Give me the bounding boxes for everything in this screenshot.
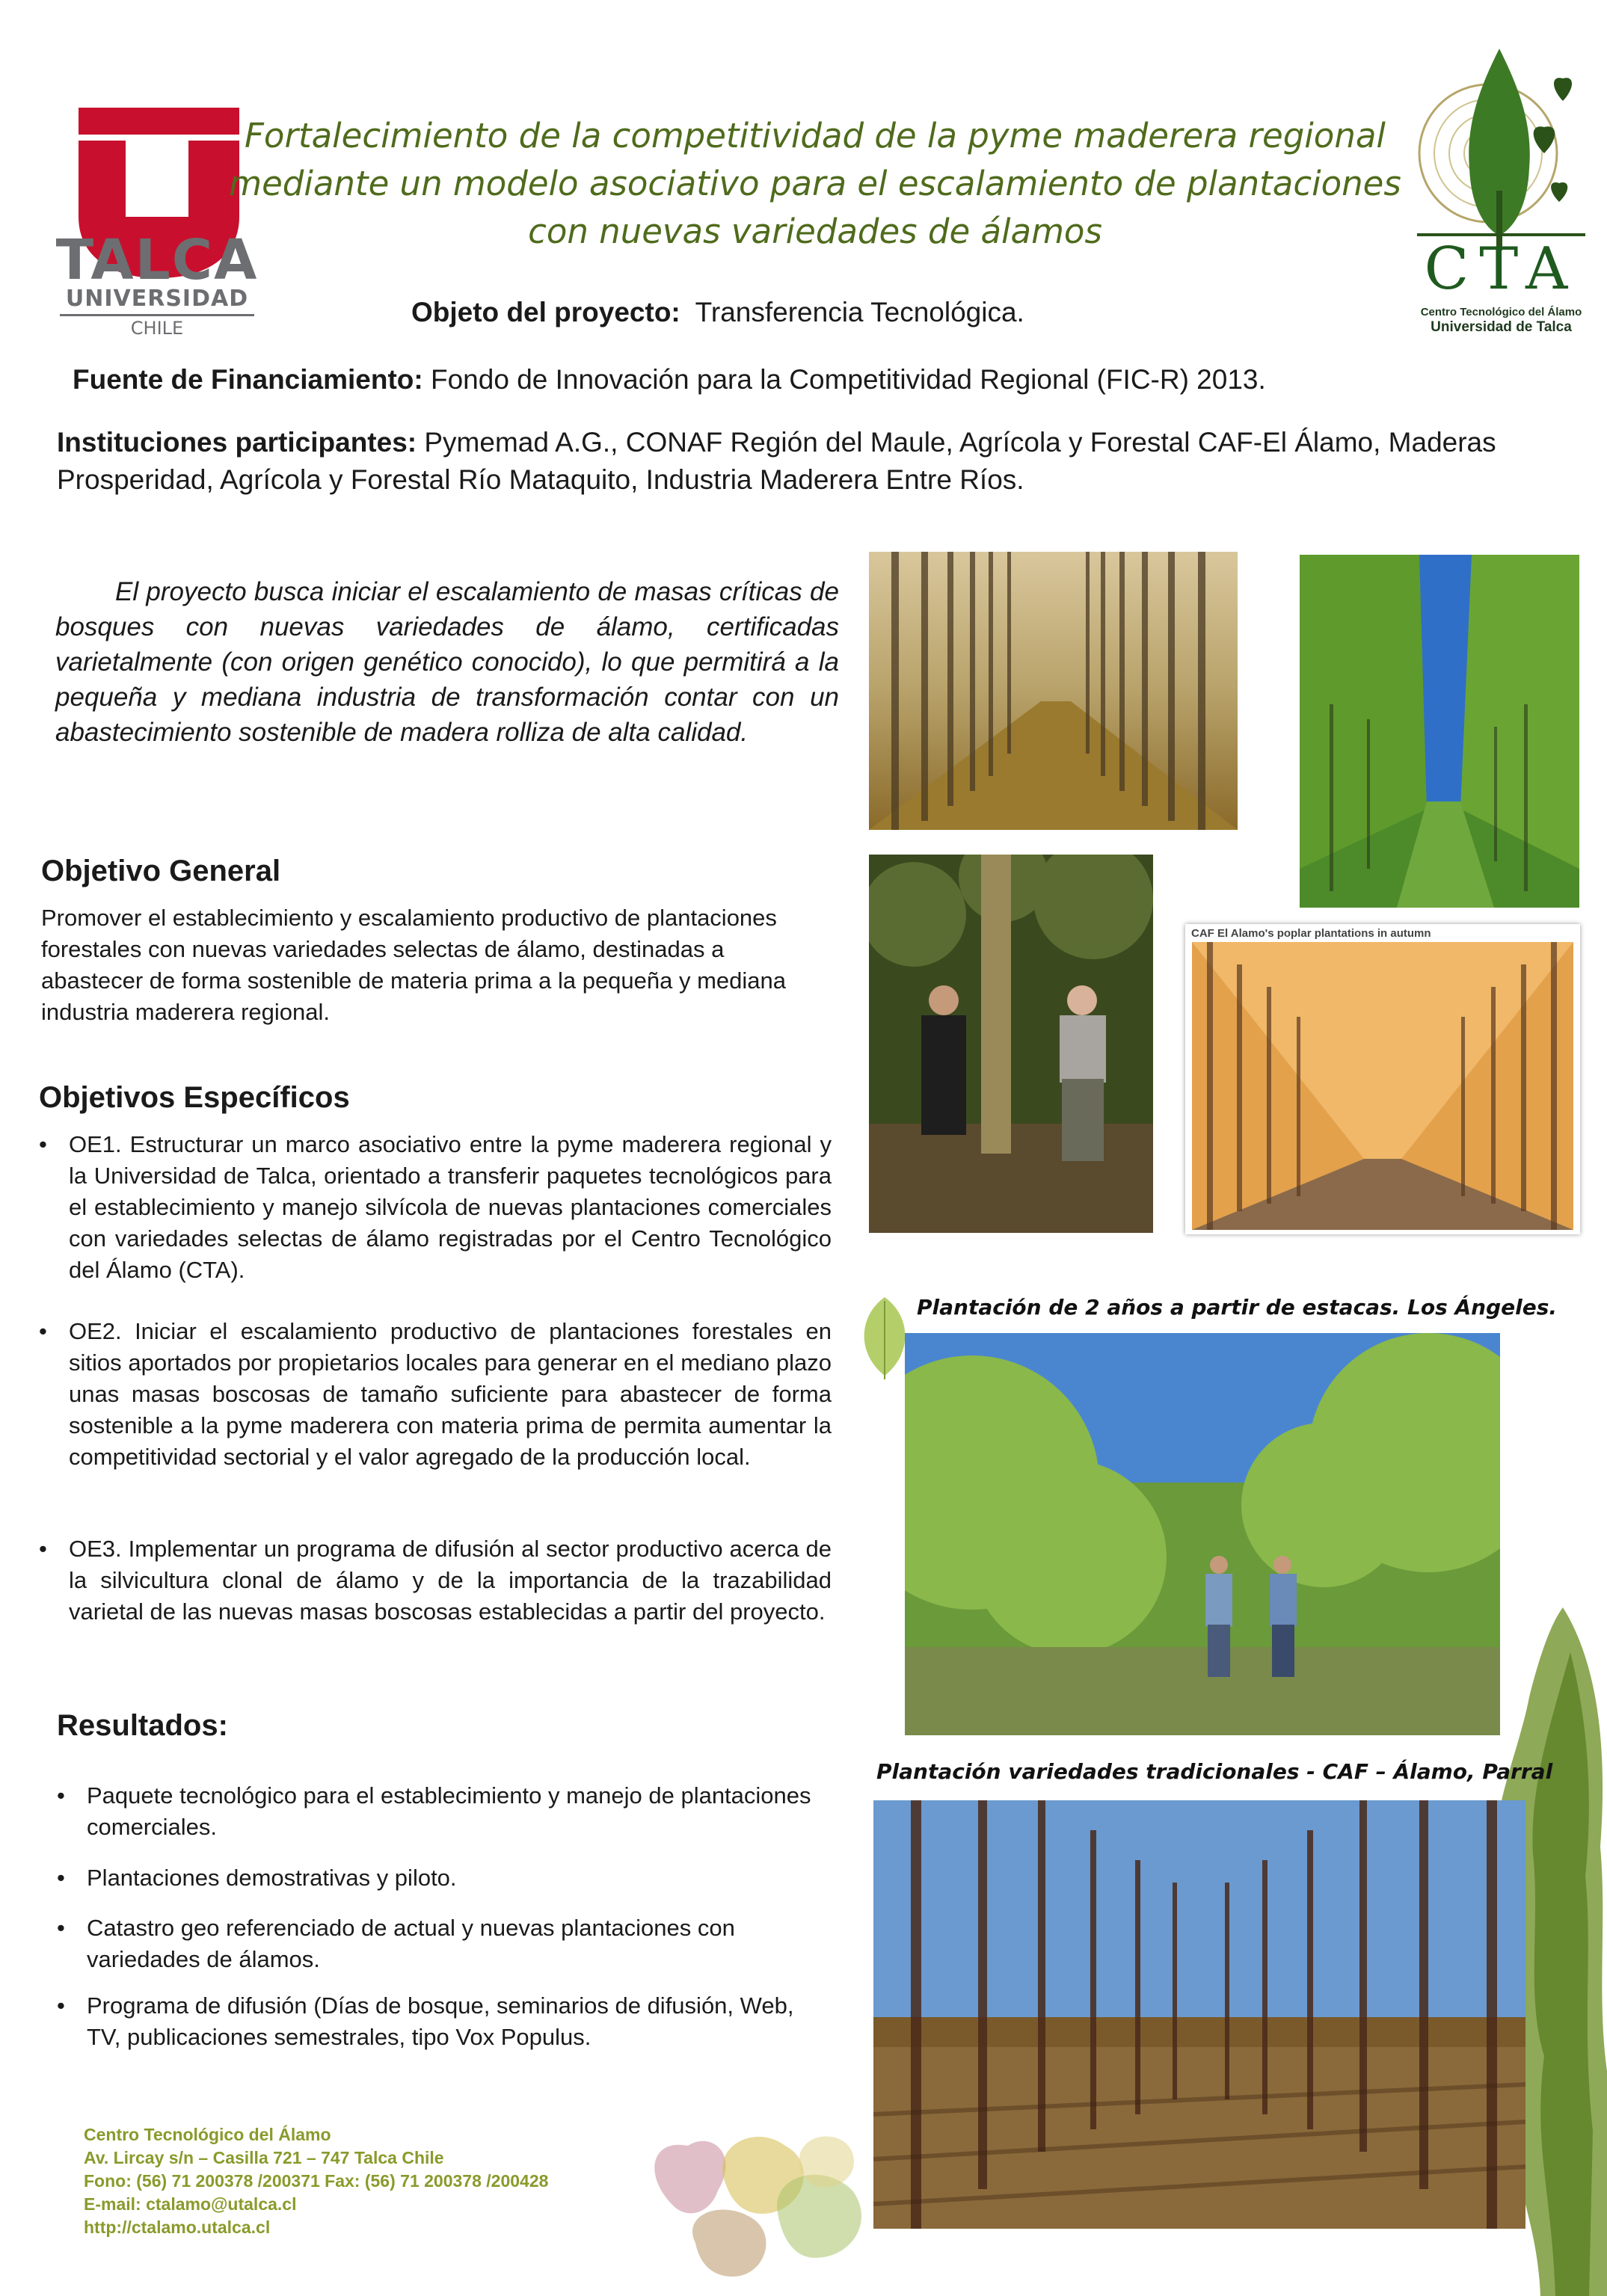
universidad-de-talca-logo [55, 105, 259, 344]
photo-poplar-plantation-green [1300, 555, 1579, 908]
photo-plantation-2-years [905, 1333, 1500, 1735]
cta-line1: Centro Tecnológico del Álamo [1420, 306, 1582, 318]
objetivo-general-heading: Objetivo General [41, 855, 281, 887]
resultado-text: Plantaciones demostrativas y piloto. [87, 1865, 457, 1891]
objeto-label: Objeto del proyecto: [411, 297, 680, 327]
instituciones-participantes [57, 424, 1500, 499]
intro-paragraph: El proyecto busca iniciar el escalamiento de masas críticas de bosques con nuevas variedades de álamo, certificadas varietalmente (con origen genético conocido), lo que permitirá a la pequeña y mediana industria de transformación contar con un abastecimiento sostenible de madera rolliza de alta calidad. [55, 577, 839, 747]
objetivo-especifico-text: OE2. Iniciar el escalamiento productivo de plantaciones forestales en sitios aportados por propietarios locales para generar en el mediano plazo unas masas boscosas de tamaño suficiente para abastecer de forma sostenible a la pyme maderera con materia prima de permita aumentar la competitividad sectorial y el valor agregado de la producción local. [69, 1318, 832, 1470]
photo-poplar-corridor-autumn [869, 552, 1238, 830]
footer-web: http://ctalamo.utalca.cl [84, 2217, 271, 2237]
bullet: • [57, 1992, 65, 2019]
bullet: • [39, 1131, 47, 1157]
fuente-value: Fondo de Innovación para la Competitividad Regional (FIC-R) 2013. [431, 364, 1266, 395]
photo-caption-parral: Plantación variedades tradicionales - CAF – Álamo, Parral [876, 1759, 1553, 1784]
objetivo-especifico-text: OE3. Implementar un programa de difusión al sector productivo acerca de la silvicultura clonal de álamo y de la importancia de la trazabilidad varietal de las nuevas masas boscosas establecidas a partir del proyecto. [69, 1536, 832, 1625]
objetivo-general-text: Promover el establecimiento y escalamiento productivo de plantaciones forestales con nuevas variedades selectas de álamo, destinadas a abastecer de forma sostenible de materia prima a la pequeña y mediana industria maderera regional. [41, 905, 787, 1025]
footer-email: E-mail: ctalamo@utalca.cl [84, 2194, 297, 2214]
photo-inline-caption: CAF El Alamo's poplar plantations in autumn [1191, 927, 1431, 940]
photo-poplar-alley-autumn [1185, 924, 1580, 1234]
poster-title: Fortalecimiento de la competitividad de la pyme maderera regional mediante un modelo asociativo para el escalamiento de plantaciones con nuevas variedades de álamos [229, 116, 1401, 251]
resultado-text: Catastro geo referenciado de actual y nuevas plantaciones con variedades de álamos. [87, 1915, 735, 1972]
bullet: • [39, 1318, 47, 1344]
resultado-item [57, 1990, 820, 2053]
instituciones-value: Pymemad A.G., CONAF Región del Maule, Agrícola y Forestal CAF-El Álamo, Maderas Prosperidad, Agrícola y Forestal Río Mataquito, Industria Maderera Entre Ríos. [57, 427, 1496, 495]
instituciones-label: Instituciones participantes: [57, 427, 417, 458]
footer-org: Centro Tecnológico del Álamo [84, 2125, 331, 2144]
cta-line2: Universidad de Talca [1431, 319, 1572, 335]
resultado-item [57, 1862, 820, 1894]
resultado-text: Programa de difusión (Días de bosque, seminarios de difusión, Web, TV, publicaciones semestrales, tipo Vox Populus. [87, 1992, 794, 2050]
bullet: • [57, 1915, 65, 1941]
objeto-value: Transferencia Tecnológica. [695, 297, 1024, 327]
photo-plantation-traditional [873, 1800, 1525, 2229]
objetivo-especifico-item [39, 1533, 832, 1628]
resultado-item [57, 1780, 820, 1843]
objetivo-especifico-text: OE1. Estructurar un marco asociativo entre la pyme maderera regional y la Universidad de Talca, orientado a transferir paquetes tecnológicos para el establecimiento y manejo silvícola de nuevas plantaciones comerciales con variedades selectas de álamo registradas por el Centro Tecnológico del Álamo (CTA). [69, 1131, 832, 1283]
objetivos-especificos-heading: Objetivos Específicos [39, 1081, 350, 1114]
talca-wordmark: TALCA [55, 228, 259, 292]
universidad-label: UNIVERSIDAD [65, 286, 249, 312]
photo-caption-los-angeles: Plantación de 2 años a partir de estacas. Los Ángeles. [917, 1295, 1558, 1320]
photo-men-with-poplar [869, 855, 1153, 1233]
contact-footer [84, 2123, 548, 2239]
bullet: • [57, 1782, 65, 1809]
chile-label: CHILE [130, 318, 184, 339]
objeto-del-proyecto [411, 294, 1309, 331]
universidad-underline [60, 314, 254, 316]
cta-logo [1417, 41, 1585, 340]
objetivo-especifico-item [39, 1316, 832, 1473]
bullet: • [39, 1536, 47, 1562]
resultados-heading: Resultados: [57, 1709, 228, 1742]
cta-acronym: CTA [1424, 236, 1579, 303]
footer-address: Av. Lircay s/n – Casilla 721 – 747 Talca Chile [84, 2148, 444, 2167]
resultado-text: Paquete tecnológico para el establecimiento y manejo de plantaciones comerciales. [87, 1782, 811, 1840]
fuente-label: Fuente de Financiamiento: [73, 364, 423, 395]
footer-phone: Fono: (56) 71 200378 /200371 Fax: (56) 71 200378 /200428 [84, 2171, 549, 2191]
decorative-leaves [628, 2116, 875, 2288]
bullet: • [57, 1865, 65, 1891]
resultado-item [57, 1912, 820, 1975]
fuente-de-financiamiento [73, 361, 1493, 398]
objetivo-especifico-item [39, 1129, 832, 1286]
